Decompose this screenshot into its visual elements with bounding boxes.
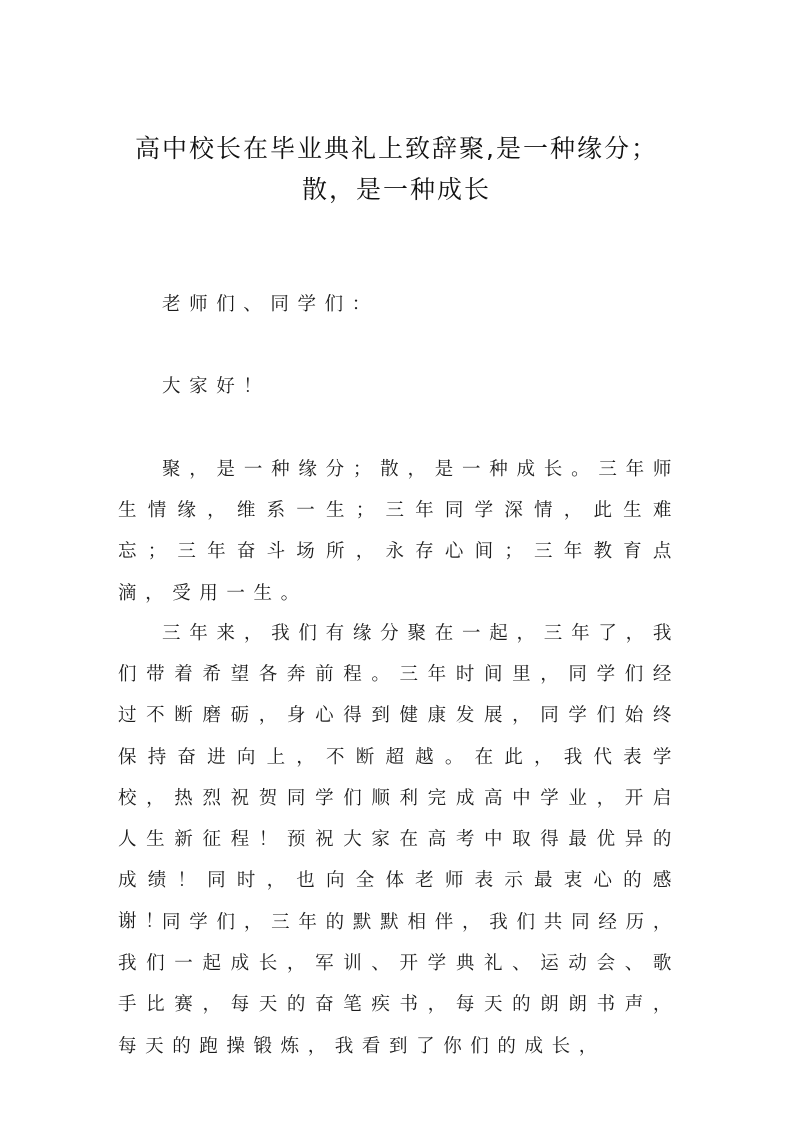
- greeting: 大家好！: [162, 376, 271, 397]
- salutation: 老师们、同学们：: [162, 294, 379, 315]
- title-line-2: 散，是一种成长: [301, 175, 491, 204]
- title-line-1: 高中校长在毕业典礼上致辞聚,是一种缘分；: [135, 134, 658, 163]
- paragraph-3: 同学们，三年的默默相伴，我们共同经历，我们一起成长，军训、开学典礼、运动会、歌手比赛，每天的奋笔疾书，每天的朗朗书声，每天的跑操锻炼，我看到了你们的成长，: [118, 912, 680, 1057]
- document-title: [100, 128, 693, 210]
- paragraph-2: 三年来，我们有缘分聚在一起，三年了，我们带着希望各奔前程。三年时间里，同学们经过不断磨砺，身心得到健康发展，同学们始终保持奋进向上，不断超越。在此，我代表学校，热烈祝贺同学们顺利完成高中学业，开启人生新征程！预祝大家在高考中取得最优异的成绩！同时，也向全体老师表示最衷心的感谢！: [118, 623, 680, 933]
- paragraph-1: 聚，是一种缘分；散，是一种成长。三年师生情缘，维系一生；三年同学深情，此生难忘；三年奋斗场所，永存心间；三年教育点滴，受用一生。: [118, 459, 680, 604]
